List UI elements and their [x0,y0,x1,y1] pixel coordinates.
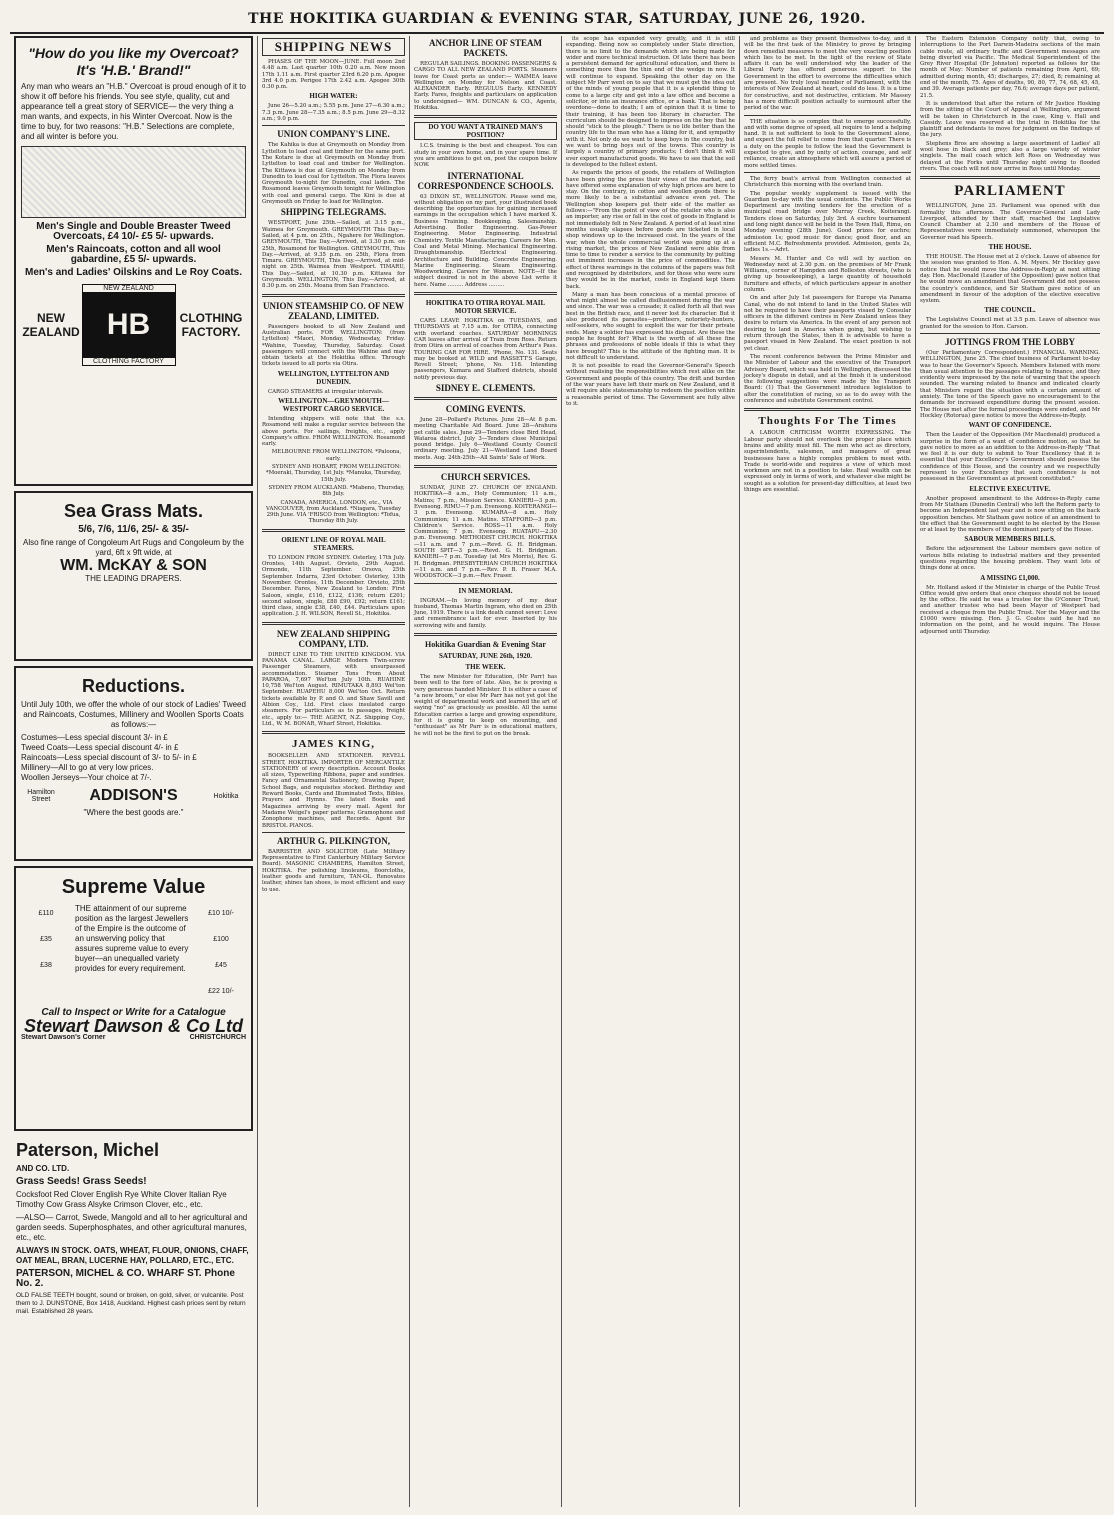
king-body: BOOKSELLER AND STATIONER. REVELL STREET, HOKITIKA. IMPORTER OF MERCANTILE STATIONERY of every description. Account Books all sizes, Typewriting Ribbons, paper and sundries. Fancy and Ornamental Stationery, Drawing Paper, School Bags, and requisites stocked. Birthday and Reward Books, Cards and Illuminated Texts, Bibles, Prayers and Hymns. The latest Books and Magazines arriving by every mail. Agent for Madame Weigel's paper patterns; Gramophone and Zonophone machines, and Records. Agent for BRISTOL PIANOS. [262,753,405,829]
ad-hb-illustration [21,146,246,218]
ad-addison-item: Woollen Jerseys—Your choice at 7/-. [21,773,152,782]
orient-title: ORIENT LINE OF ROYAL MAIL STEAMERS. [281,535,386,552]
editorial-p2: As regards the prices of goods, the retailers of Wellington have been giving the press their views of the market, and have offered some explanation of why high prices are here to stay. On the contrary, in cotton and woollen goods there is more likely to be a substantial advance even yet. The Wellington shop keepers put their side of the matter as follows:—"From the point of view of the retailer who is also an importer, any rise or fall in the cost of goods in England is not immediately felt in New Zealand. A period of at least nine months usually elapses before goods are ticketed in local shop windows up to the increased cost. In the years of the war, when the whole commercial world was going up at a rising market, the prices of New Zealand were able from time to time to render a service to the community by putting out imminent increases in the price of commodities. The effect of three warnings in the columns of the papers was felt and recognised by distributors, and for those who were sure they would be in the market, costs in England kept them back. [566,170,735,290]
ad-paterson-also: —ALSO— Carrot, Swede, Mangold and all to her agricultural and garden seeds. Superphosphates, and other agricultural manures, etc., etc. [16,1213,248,1242]
parliament-body: WELLINGTON, June 25. Parliament was opened with due formality this afternoon. The Governor-General and Lady Liverpool, attended by their staff, reached the Legislative Council Chamber at 2.30 and members of the House of Representatives were immediately summoned, whereupon the Governor read his Speech. [920,203,1100,241]
ad-addison-left: Hamilton Street [27,789,55,803]
price-label: £38 [40,962,52,969]
ad-addison-item: Raincoats—Less special discount of 3/- to 5/- in £ [21,753,197,762]
missing-title: A MISSING £1,000. [980,573,1040,582]
uss-title: UNION STEAMSHIP CO. OF NEW ZEALAND, LIMITED. [263,300,404,321]
column-notices [410,36,562,1507]
ad-seagrass-body: Also fine range of Congoleum Art Rugs and Congoleum by the yard, 6ft x 9ft wide, at [22,538,245,557]
correspondence-body: 63 DIXON ST., WELLINGTON. Please send me, without obligation on my part, your illustrated book describing the opportunities for gaining increased earnings in the occupation which I have marked X. Business Training. Bookkeeping. Salesmanship. Advertising. Boiler Engineering. Gas-Power Engineering. Motor Engineering. Industrial Chemistry. Textile Manufacturing. Careers for Men. Coal and Metal Mining. Mechanical Engineering. Draughtsmanship. Electrical Engineering. Architecture and Building. Concrete Engineering. Marine Engineering. Steam Engineering. Woodworking. Careers for Women. NOTE—If the subject desired is not in the above List write it here. Name ......... Address ......... [414,193,557,288]
ad-paterson-foot: PATERSON, MICHEL & CO. WHARF ST. Phone No. 2. [16,1268,235,1289]
editorial-p3: Many a man has been conscious of a mental process of what might almost be called disillusionment during the war and since. The war was a crusade; it called forth all that was best in the British race, and it never lost its character. But it also produced its parasites—profiteers, notoriety-hunters, self-seekers, who sought to exploit the war for their private ends. Many a soldier has expressed his disgust. Are these the people he fought for? What is the worth of all these fine phrases and professions of noble ideals if this is what they have brought? This is the attitude of the fighting man. It is not difficult to understand. [566,291,735,361]
ad-addison-items [21,733,246,783]
ad-addison-footer [21,787,246,805]
ad-seagrass-title: Sea Grass Mats. [63,501,204,521]
news-p1: and problems as they present themselves to-day, and it will be the first task of the Ministry to prove by bringing down remedial measures to meet the very exacting position which lies to be met. In the light of the review of State affairs it can be well understood why the leader of the Liberal Party has offered generous support to the Government in the effort to overcome the difficulties which are present. No truly loyal member of Parliament, with the interests of New Zealand at heart, could do less. It is a time for constructive, and not destructive, criticism. Mr Massey has a more difficult position actually to surmount after the period of the war. [744,36,911,112]
melbourne: MELBOURNE FROM WELLINGTON. *Paloona, early. [271,449,402,462]
ad-dawson-firm: Stewart Dawson & Co Ltd [23,1016,243,1036]
paper-title: Hokitika Guardian & Evening Star [425,640,546,649]
want-body: Then the Leader of the Opposition (Mr Macdonald) produced a surprise in the form of a want of confidence motion, so that he gave notice to move as an addition to the Address-in-Reply "That we feel it is our duty to submit to Your Excellency that it is essential that your Excellency's Government should possess the confidence of this House, and the country and we respectfully represent to your Excellency that such confidence is not possessed in the Government as at present constituted." [920,432,1100,483]
shipping-telegrams-title: SHIPPING TELEGRAMS. [280,207,387,218]
king-title: JAMES KING, [291,738,376,751]
jottings-title: JOTTINGS FROM THE LOBBY [944,336,1076,347]
p6-p1: The Eastern Extension Company notify that, owing to interruptions to the Port Darwin-Madeira sections of the main cable route, all ordinary traffic and Government messages are being diverted via Pacific. The Medical Superintendent of the Grey River Hospital (Dr Johnston) reported as follows for the month of May: Number of patients remaining from April, 69; admitted during month, 45; discharges, 27; died, 8; remaining at end of the month, 75. Ages of deaths, 90, 80, 77, 74, 68, 45, 45, and 39. Average patients per day, 76.6; average days per patient, 21.5. [920,36,1100,99]
union-line: The Kahika is due at Greymouth on Monday from Lyttelton to load coal and timber for the same port. The Kotare is due at Greymouth on Monday from Lyttelton to load coal and timber for Wellington. The Kittawa is due at Greymouth on Monday from Dunedin to load coal for Lyttelton. The Flora leaves Greymouth to-night for Dunedin, coal laden. The Rosamond leaves Greymouth tonight for Wellington with coal and general cargo. The Kini is due at Greymouth on Friday to load for Wellington. [262,142,405,206]
orient-body: TO LONDON FROM SYDNEY. Osterley, 17th July. Orontes, 14th August. Orvieto, 29th August. Ormonde, 11th September. Orsova, 25th September. Indarra, 23rd October. Osterley, 13th November. Orontes, 11th December. Orvieto, 25th December. Fares, New Zealand to London: First Saloon, single, £116, £122, £136; return £201; second saloon, single, £88 £90, £92; return £161; third class, single £38, £40, £44. Particulars upon application. J. H. WILSON, Revell St., Hokitika. [262,554,405,618]
ad-seagrass-prices: 5/6, 7/6, 11/6, 25/- & 35/- [78,524,189,535]
high-water: June 26—5.20 a.m.; 5.55 p.m. June 27—6.30 a.m.; 7.3 p.m. June 28—7.35 a.m.; 8.5 p.m. June 29—8.32 a.m.; 9.0 p.m. [262,103,405,123]
ad-dawson-prices-right [196,901,246,1005]
ad-dawson [14,866,253,1131]
week-body: The new Minister for Education, (Mr Parr) has been well to the fore of late. Also, he is proving a very generous handed Minister. It is either a case of "a new broom," or else Mr Parr has not yet got the weight of departmental work and learned the art of saying "no" as graciously as possible. All the same Education carries a large and growing expenditure, for it is going to keep on mounting, and "enthusiast" as Mr Parr is in educational matters, he will not be the first to put on the break. [414,674,557,737]
week-title: THE WEEK. [465,663,506,671]
news-ferry: The ferry boat's arrival from Wellington connected at Christchurch this morning with the overland train. [744,175,911,189]
pilkington-body: BARRISTER AND SOLICITOR (Late Military Representative to First Canterbury Military Service Board). MASONIC CHAMBERS, Hamilton Street, HOKITIKA. For polishing linoleums, floorcloths, leather goods and furniture, TAN-OL. Renovates leather, shines tan shoes, is most efficient and easy to use. [262,848,405,893]
want-title: WANT OF CONFIDENCE. [968,421,1052,430]
coming-events-title: COMING EVENTS. [445,403,526,414]
hb-logo-block [82,284,176,366]
ad-hb-footer [21,284,246,366]
thoughts-title: Thoughts For The Times [758,415,897,428]
ad-addison-slogan: "Where the best goods are." [83,808,184,817]
ad-addison-intro: Until July 10th, we offer the whole of our stock of Ladies' Tweed and Raincoats, Costumes, Millinery and Woollen Sports Coats as follows:— [21,700,246,729]
sydney-hobart: SYDNEY AND HOBART, FROM WELLINGTON: *Moeraki, Thursday, 1st July. *Manuka, Thursday, 15th July. [265,464,402,483]
ad-dawson-city: CHRISTCHURCH [189,1034,246,1041]
editorial-p1: its scope has expanded very greatly, and it is still expanding. Being now so completely under State direction, there is no limit to the demands which are being made for wider and more technical instruction. Of late there has been a persistent demand for agricultural education, and there is something more than the thin end of the wedge in now. It will continue to expand. Speaking the other day on the subject Mr Parr went on to say that we must get the idea out of the minds of young people that it is a splendid thing to come to a large city and get into a law office and become a solicitor, or into an insurance office, or a bank. That is being overdone—done to death; I am of opinion that it is time to their training, it has been too literary in character. The curriculum should be designed to impress on the boy that he should "stick to the plough." There is no life better than the country life to the man who has a liking for it, and sympathy with it. Not only do we want to keep boys in the country, but we want to bring boys out of the towns. This country is largely a country of primary products; I don't think it will ever export manufactured goods. We have to see that the soil is developed to the fullest extent. [566,36,735,168]
price-label: £22 10/- [208,988,234,995]
moon-phases: PHASES OF THE MOON—JUNE. Full moon 2nd 4.48 a.m. Last quarter 10th 0.20 a.m. New moon 17th 1.11 a.m. First quarter 23rd 6.20 p.m. Apogee 3rd 4.0 p.m. Perigee 17th 2.42 a.m. Apogee 30th 0.30 p.m. [262,59,405,91]
wg-body: Intending shippers will note that the s.s. Rosamond will make a regular service between the above ports. For sailings, freights, etc., apply Company's office. FROM WELLINGTON. Rosamond early. [262,415,405,448]
ad-dawson-prices-left [21,901,71,1005]
ad-hb-headline: "How do you like my Overcoat? It's 'H.B.' Brand!" [28,45,239,78]
masthead: THE HOKITIKA GUARDIAN & EVENING STAR, SATURDAY, JUNE 26, 1920. [10,6,1104,34]
ad-hb-line2: Men's Raincoats, cotton and all wool gabardine, £5 5/- upwards. [46,244,221,265]
ad-hb-overcoat [14,36,253,486]
correspondence-title: INTERNATIONAL CORRESPONDENCE SCHOOLS. [417,170,554,191]
memoriam-body: INGRAM.—In loving memory of my dear husband, Thomas Martin Ingram, who died on 25th June, 1919. There is a link death cannot sever: Love and remembrance last for ever. Inserted by his sorrowing wife and family. [414,597,557,629]
anchor-body: REGULAR SAILINGS. BOOKING PASSENGERS & CARGO TO ALL NEW ZEALAND PORTS. Steamers leave for Coast ports as under:— WAIMEA leave Wellington on Monday for Nelson and Coast. ALEXANDER Early. REGULUS Early. KENNEDY Early. Fares, freights and particulars on application to undersigned— WM. DUNCAN & CO., Agents, Hokitika. [414,61,557,112]
ad-addison-title: Reductions. [81,676,185,696]
ad-dawson-body: THE attainment of our supreme position as the largest Jewellers of the Empire is the outcome of an unswerving policy that assures supreme value to every buyer—an unequalled variety provides for every requirement. [75,904,189,973]
ad-addison-firm: ADDISON'S [89,787,178,804]
hb-logo-bottom: CLOTHING FACTORY [82,357,176,366]
sydney-auckland: SYDNEY FROM AUCKLAND. *Mabeno, Thursday, 8th July. [268,484,405,498]
ad-hb-body: Any man who wears an "H.B." Overcoat is proud enough of it to show it off before his friends. You see style, quality, cut and appearance tell a great story of SERVICE— the very thing a man wants, and expects, in his Winter Overcoat. Now is the time to buy, for two reasons: "H.B." Selections are complete, and all winter is before you. [21,82,246,141]
column-parliament [916,36,1104,1507]
ad-addison-item: Millinery—All to go at very low prices. [21,763,154,772]
canada: CANADA, AMERICA, LONDON, etc., VIA VANCOUVER, from Auckland. *Niagara, Tuesday 29th June. VIA 'FRISCO from Wellington: *Tofua, Thursday 8th July. [265,499,402,525]
ad-dawson-corner: Stewart Dawson's Corner [21,1034,106,1041]
jottings-body: (Our Parliamentary Correspondent.) FINANCIAL WARNING. WELLINGTON, June 25. The chief business of Parliament to-day was to hear the Governor's Speech. Members listened with more than usual attention to the passages relating to finance, and they evidently were impressed by the note of warning that the speech sounded. The warning related to finance and indicated clearly that Ministers regard the situation with a certain amount of anxiety. The tone of the Speech gave no encouragement to the demands for increased expenditure during the present session. The House met after the formal proceedings were ended, and Mr Hockley (Rotorua) gave notice to move the Address-in-Reply. [920,349,1100,419]
ad-paterson-head: Grass Seeds! Grass Seeds! [16,1176,147,1187]
ad-addison-right: Hokitika [213,792,239,800]
ad-addison [14,666,253,861]
ad-addison-item: Costumes—Less special discount 3/- in £ [21,733,168,742]
high-water-title: HIGH WATER: [309,92,358,101]
ad-addison-item: Tweed Coats—Less special discount 4/- in £ [21,743,179,752]
church-body: SUNDAY, JUNE 27. CHURCH OF ENGLAND. HOKITIKA—8 a.m., Holy Communion; 11 a.m., Matins; 7 p.m., Mission Service. KANIERI—3 p.m. Evensong. RIMU—7 p.m. Evensong. KOITERANGI—3 p.m. Evensong. KUMARA—8 a.m. Holy Communion; 11 a.m. Matins. STAFFORD—3 p.m. Children's Service. ROSS—11 a.m. Holy Communion; 7 p.m. Evensong. RUATAPU—2.30 p.m. Evensong. METHODIST CHURCH. HOKITIKA—11 a.m. and 7 p.m.—Revd. G. H. Bridgman. SOUTH SPIT—3 p.m.—Revd. G. H. Bridgman. KANIERI—7 p.m. Tuesday (at Mrs Morris), Rev. G. H. Bridgman. PRESBYTERIAN CHURCH HOKITIKA—11 a.m. and 7 p.m.—Rev. P. B. Fraser M.A. WOODSTOCK—3 p.m.—Rev. Fraser. [414,485,557,580]
ad-dawson-layout [21,901,246,1005]
ad-paterson-stock: ALWAYS IN STOCK. OATS, WHEAT, FLOUR, ONIONS, CHAFF, OAT MEAL, BRAN, LUCERNE HAY, POLLARD, ETC., ETC. [16,1246,249,1265]
house-body: THE HOUSE. The House met at 2 o'clock. Leave of absence for the session was granted to Hon. A. M. Myers. Mr Hockley gave notice that he would move the Address-in-Reply at next sitting day. Hon. MacDonald (Leader of the Opposition) gave notice that he would move an amendment that Government did not possess the country's confidence, and Sir Statham gave notice of an amendment in favour of the adoption of the elective executive system. [920,254,1100,305]
ad-paterson-title: Paterson, Michel [16,1140,160,1160]
news-p5: On and after July 1st passengers for Europe via Panama Canal, who do not intend to land in the United States will not be required to have their passports visaed by Consular officers in the different centres in New Zealand unless they desire to return via America. In the event of any person not desiring to land in America when going, but wishing to return through the States, then it is advisable to have a passport visaed in New Zealand. The exact position is not yet clear. [744,295,911,352]
shipping-telegrams: WESTPORT, June 25th.—Sailed, at 3.15 p.m., Waimea for Greymouth. GREYMOUTH This Day.—Sailed, at 4 p.m. on 25th., Ngahere for Wellington. GREYMOUTH, This Day.—Arrived, at 3.30 p.m. on 25th, Rosamond for Wellington. GREYMOUTH, This Day.—Arrived, at 9.35 p.m. on 25th, Flora from Timaru. GREYMOUTH, This Day.—Arrived, at mid-night on 25th. Waimea from Westport. TIMARU, This Day.—Sailed, at 10.30 p.m. Kittawa for Greymouth. WELLINGTON, This Day.—Arrived, at 8.30 p.m. on 25th. Moana from San Francisco. [262,220,405,290]
otira-title: HOKITIKA TO OTIRA ROYAL MAIL MOTOR SERVICE. [425,299,546,316]
parliament-title: PARLIAMENT [954,183,1066,200]
ad-hb-left: NEW ZEALAND [22,311,80,339]
pilkington-title: ARTHUR G. PILKINGTON, [276,835,391,846]
wld-title: WELLINGTON, LYTTELTON AND DUNEDIN. [277,369,390,386]
house-title: THE HOUSE. [988,243,1032,252]
elective-body: Another proposed amendment to the Address-in-Reply came from Mr Statham (Dunedin Central) who left the Reform party to become an Independent last year and is now sitting on the back opposition benches. Mr Statham gave notice of an amendment to the effect that the Government ought to be elected by the House or at least by the members of the dominant party of the House. [920,495,1100,534]
coming-events: June 28—Pollard's Pictures. June 28—At 8 p.m. meeting Charitable Aid Board. June 28—Arahura pet cattle sales. June 29—Tenders close Bird Head, Wataroa district. July 3—Tenders close Municipal pound bridge. July 6—Westland County Council ordinary meeting. July 21—Westland Land Board meets. Aug. 24th-25th—All Saints' Sale of Work. [414,416,557,461]
clements: SIDNEY E. CLEMENTS. [435,382,536,393]
column-editorial [562,36,740,1507]
price-label: £45 [215,962,227,969]
news-p3: The popular weekly supplement is issued with the Guardian to-day with the usual contents. The Public Works Department are inviting tenders for the erection of a municipal road bridge over Murray Creek, Koiterangi. Tenders close on Saturday, July 3rd. A euchre tournament and long night dance will be held in the Town Hall, Rimu, on Monday evening (28th June). Good prizes for euchre; admission 1s; good music for dance; good floor, and an efficient M.C. Refreshments provided. Admission, gents 2s, ladies 1s.—Advt. [744,190,911,254]
ad-paterson-sub: AND CO. LTD. [16,1164,70,1173]
memoriam-title: IN MEMORIAM. [458,586,513,595]
column-news [740,36,916,1507]
elective-title: ELECTIVE EXECUTIVE. [969,484,1051,493]
ad-hb-right: CLOTHING FACTORY. [179,311,243,339]
council-body: The Legislative Council met at 3.5 p.m. Leave of absence was granted for the session to Hon. Carson. [920,317,1100,330]
price-label: £10 10/- [208,910,234,917]
columns [10,36,1104,1507]
ics-body: I.C.S. training is the best and cheapest. You can study in your own home, and in your spare time. If you are ambitious to get on, post the coupon below NOW. [414,143,557,169]
labour-bills-body: Before the adjournment the Labour members gave notice of various bills relating to industrial matters and they presented questions regarding the housing problem. They want lots of things done at once. [920,546,1100,572]
p6-p4: Stephens Bros are showing a large assortment of Ladies' all wool hose in black and grey; also a large variety of winter singlets. The mail coach which left Ross on Wednesday was delayed at the Forks until Thursday night owing to flooded rivers. The coach will not now arrive in Ross until Monday. [920,140,1100,172]
ad-seagrass-firm: WM. McKAY & SON [60,557,207,574]
anchor-title: ANCHOR LINE OF STEAM PACKETS. [429,38,542,58]
thoughts-body: A LABOUR CRITICISM WORTH EXPRESSING. The Labour party should not overlook the proper place which brains and ability must fill. The men who act as directors, superintendents, salesmen, and managers of great businesses have a highly complex problem to meet with. Trade is world-wide and requires a view of which most workmen are not in a position to take. Real wealth can be expressed only in terms of work, and whatever else might be sought as a solution for present-day difficulties, at least two things are essential. [744,430,911,493]
ics-title: DO YOU WANT A TRAINED MAN'S POSITION? [414,122,557,140]
missing-body: Mr. Holland asked if the Minister in charge of the Public Trust Office would give orders that once cheques should not be issued by the office. He said he was a trustee for the O'Conner Trust, and another trustee who had been Mayor of Westport had received a cheque from the Public Trust. Nor the Mayor and the £1000 were missing. Hon. J. G. Coates said he had no information on the point, and he would inquire. The House adjourned until Thursday. [920,584,1100,635]
wg-title: WELLINGTON—GREYMOUTH—WESTPORT CARGO SERVICE. [278,396,389,413]
otira-body: CARS LEAVE HOKITIKA on TUESDAYS, and THURSDAYS at 7.15 a.m. for OTIRA, connecting with overland coaches. SATURDAY MORNINGS CAR leaves after arrival of Train from Ross. Return from Otira on arrival of coaches from Arthur's Pass. TOURING CAR FOR HIRE. 'Phone, No. 131. Seats may be booked at WILD and RASSETT'S Garage, Revell Street; 'phone, No. 118. Intending passengers, Kumara and Stafford districts, should notify previous day. [414,318,557,381]
column-shipping [258,36,410,1507]
ad-seagrass-tag: THE LEADING DRAPERS. [85,574,182,583]
editorial-p4: It is not possible to read the Governor-General's Speech without realising the responsibilities which rest alike on the Government and people of this country. The drift and burden of the war years have left their mark on New Zealand, and it will require able statesmanship to redeem the position within a reasonable period of time. The Government are fully alive to it. [566,363,735,407]
church-title: CHURCH SERVICES. [440,472,531,483]
hb-logo: HB [82,293,176,357]
hb-logo-top: NEW ZEALAND [82,284,176,293]
ad-seagrass [14,491,253,661]
news-p4: Messrs M. Hunter and Co will sell by auction on Wednesday next at 2.30 p.m. on the premises of Mr Frank Williams, corner of Hampden and Rolleston streets, (who is giving up housekeeping), a large quantity of household furniture and effects, of which particulars appear in another column. [744,255,911,293]
ad-paterson-seeds: Cocksfoot Red Clover English Rye White Clover Italian Rye Timothy Cow Grass Alsyke Crimson Clover, etc., etc. [16,1190,227,1209]
council-title: THE COUNCIL. [984,306,1036,315]
ad-hb-line3: Men's and Ladies' Oilskins and Le Roy Coats. [24,267,243,278]
news-p2: THE situation is so complex that to emerge successfully, and with some degree of speed, all require to lend a helping hand. It is not sufficient to look to the Government alone, and expect the full relief to come from that quarter. There is a duty on the people to follow the lead the Government is expected to give, and by unity of action, courage, and self reliance, create an atmosphere which will assure a period of more settled times. [744,118,911,169]
labour-bills-title: SABOUR MEMBERS BILLS. [964,535,1056,544]
ad-paterson [14,1136,253,1321]
ad-paterson-teeth: OLD FALSE TEETH bought, sound or broken, on gold, silver, or vulcanite. Post them to J. DUNSTONE, Box 1418, Auckland. Highest cash prices sent by return mail. Established 28 years. [16,1292,246,1315]
price-label: £35 [40,936,52,943]
shipping-title: SHIPPING NEWS [262,38,405,56]
ad-dawson-call: Call to Inspect or Write for a Catalogue [41,1007,226,1018]
ad-dawson-title: Supreme Value [61,876,206,898]
nzs-title: NEW ZEALAND SHIPPING COMPANY, LTD. [276,628,391,649]
uss-body: Passengers booked to all New Zealand and Australian ports. FOR WELLINGTON: (from Lyttelton) *Maori, Monday, Wednesday, Friday. *Wahine, Tuesday, Thursday, Saturday. Coast passengers will connect with the Wahine and may obtain tickets at the Hokitika office. Through tickets issued to all ports via Otira. [262,323,405,368]
p6-p2: It is understood that after the return of Mr Justice Hosking from the sitting of the Court of Appeal at Wellington, argument will be taken in Christchurch in the case, King v. Hall and Cassidy. Leave was reserved at the trial in Hokitika for the plaintiff and defendants to move for judgment on the findings of the jury. [920,100,1100,139]
ad-hb-line1: Men's Single and Double Breaster Tweed Overcoats, £4 10/- £5 5/- upwards. [36,221,231,242]
price-label: £110 [38,910,54,917]
wld-body: CARGO STEAMERS at irregular intervals. [268,388,384,395]
union-line-title: UNION COMPANY'S LINE. [277,129,390,140]
column-ads [10,36,258,1507]
news-p6: The recent conference between the Prime Minister and the Minister of Labour and the executive of the Transport Advisory Board, which was held in Wellington, discussed the jockey's dispute in detail, and at the finish it is understood the following suggestions were made by the Transport Board: (1) That the Government introduce legislation to alter the constitution of racing, so as to do away with the conference and substitute Government control. [744,353,911,405]
paper-date: SATURDAY, JUNE 26th, 1920. [438,652,533,660]
nzs-body: DIRECT LINE TO THE UNITED KINGDOM. VIA PANAMA CANAL. LARGE Modern Twin-screw Passenger Steamers, with unsurpassed accommodation. Steamer Tons From About PAPAROA, 7,697 Wel'ton July 10th. RUAHINE 10,758 Wel'ton August. RIMUTAKA 8,893 Wel'ton September. RUAPEHU 8,000 Wel'ton Oct. Return tickets available by P. and O. and Shaw Savill and Albion Coy., Ltd. First class insulated cargo steamers. For particulars as to passages, freight etc., apply to:— THE AGENT, N.Z. Shipping Coy., Ltd., W. M. BONAR, Wharf Street, Hokitika. [262,651,405,727]
price-label: £100 [213,936,229,943]
